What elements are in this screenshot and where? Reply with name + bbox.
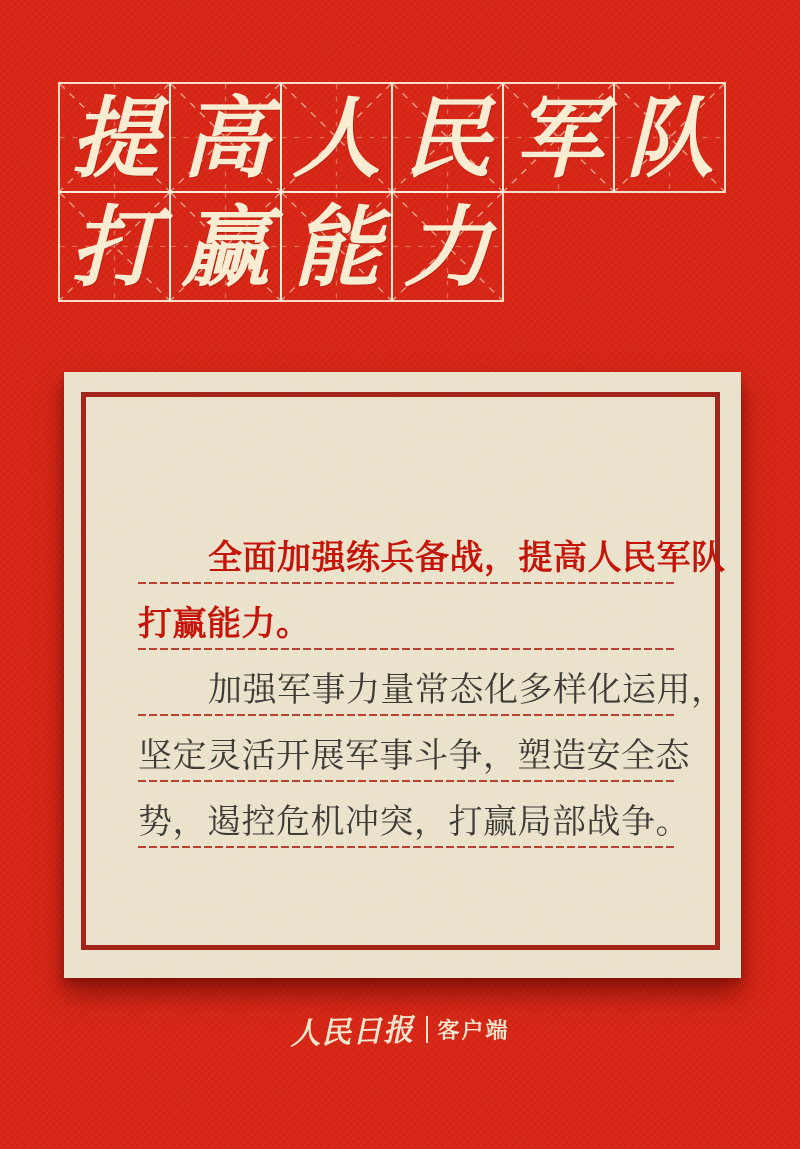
banner-char: 赢 (181, 194, 270, 299)
quote-line-text: 势，遏控危机冲突，打赢局部战争。 (138, 802, 690, 842)
banner-row-2 (58, 191, 726, 302)
banner-row-1 (58, 82, 726, 193)
banner-char: 高 (181, 85, 270, 190)
quote-line-text: 打赢能力。 (138, 604, 311, 644)
quote-line (138, 782, 690, 848)
quote-line (138, 650, 726, 716)
banner-char: 打 (70, 194, 159, 299)
grid-cell (58, 191, 171, 302)
banner-char: 队 (625, 85, 714, 190)
grid-cell (169, 82, 282, 193)
quote-card (64, 372, 741, 978)
grid-cell (502, 82, 615, 193)
banner-char: 人 (292, 85, 381, 190)
banner-char: 能 (292, 194, 381, 299)
quote-line-text: 坚定灵活开展军事斗争，塑造安全态 (138, 736, 690, 776)
quote-line (138, 518, 726, 584)
banner-char: 力 (403, 194, 492, 299)
quote-line (138, 584, 676, 650)
grid-cell (58, 82, 171, 193)
grid-cell (280, 191, 393, 302)
grid-cell (280, 82, 393, 193)
quote-line-text: 全面加强练兵备战，提高人民军队 (208, 538, 726, 578)
grid-cell (391, 82, 504, 193)
divider (426, 1016, 428, 1043)
banner-char: 提 (70, 85, 159, 190)
banner-char: 民 (403, 85, 492, 190)
banner-char: 军 (514, 85, 603, 190)
grid-cell (613, 82, 726, 193)
client-label: 客户端 (437, 1018, 510, 1044)
quote-line (138, 716, 690, 782)
quote-text-block (138, 518, 726, 848)
brand-footer (0, 1008, 800, 1053)
grid-cell (391, 191, 504, 302)
grid-cell (169, 191, 282, 302)
quote-line-text: 加强军事力量常态化多样化运用， (208, 670, 726, 710)
calligraphy-banner (58, 82, 726, 302)
peoples-daily-logotype: 人民日报 (290, 1012, 416, 1053)
